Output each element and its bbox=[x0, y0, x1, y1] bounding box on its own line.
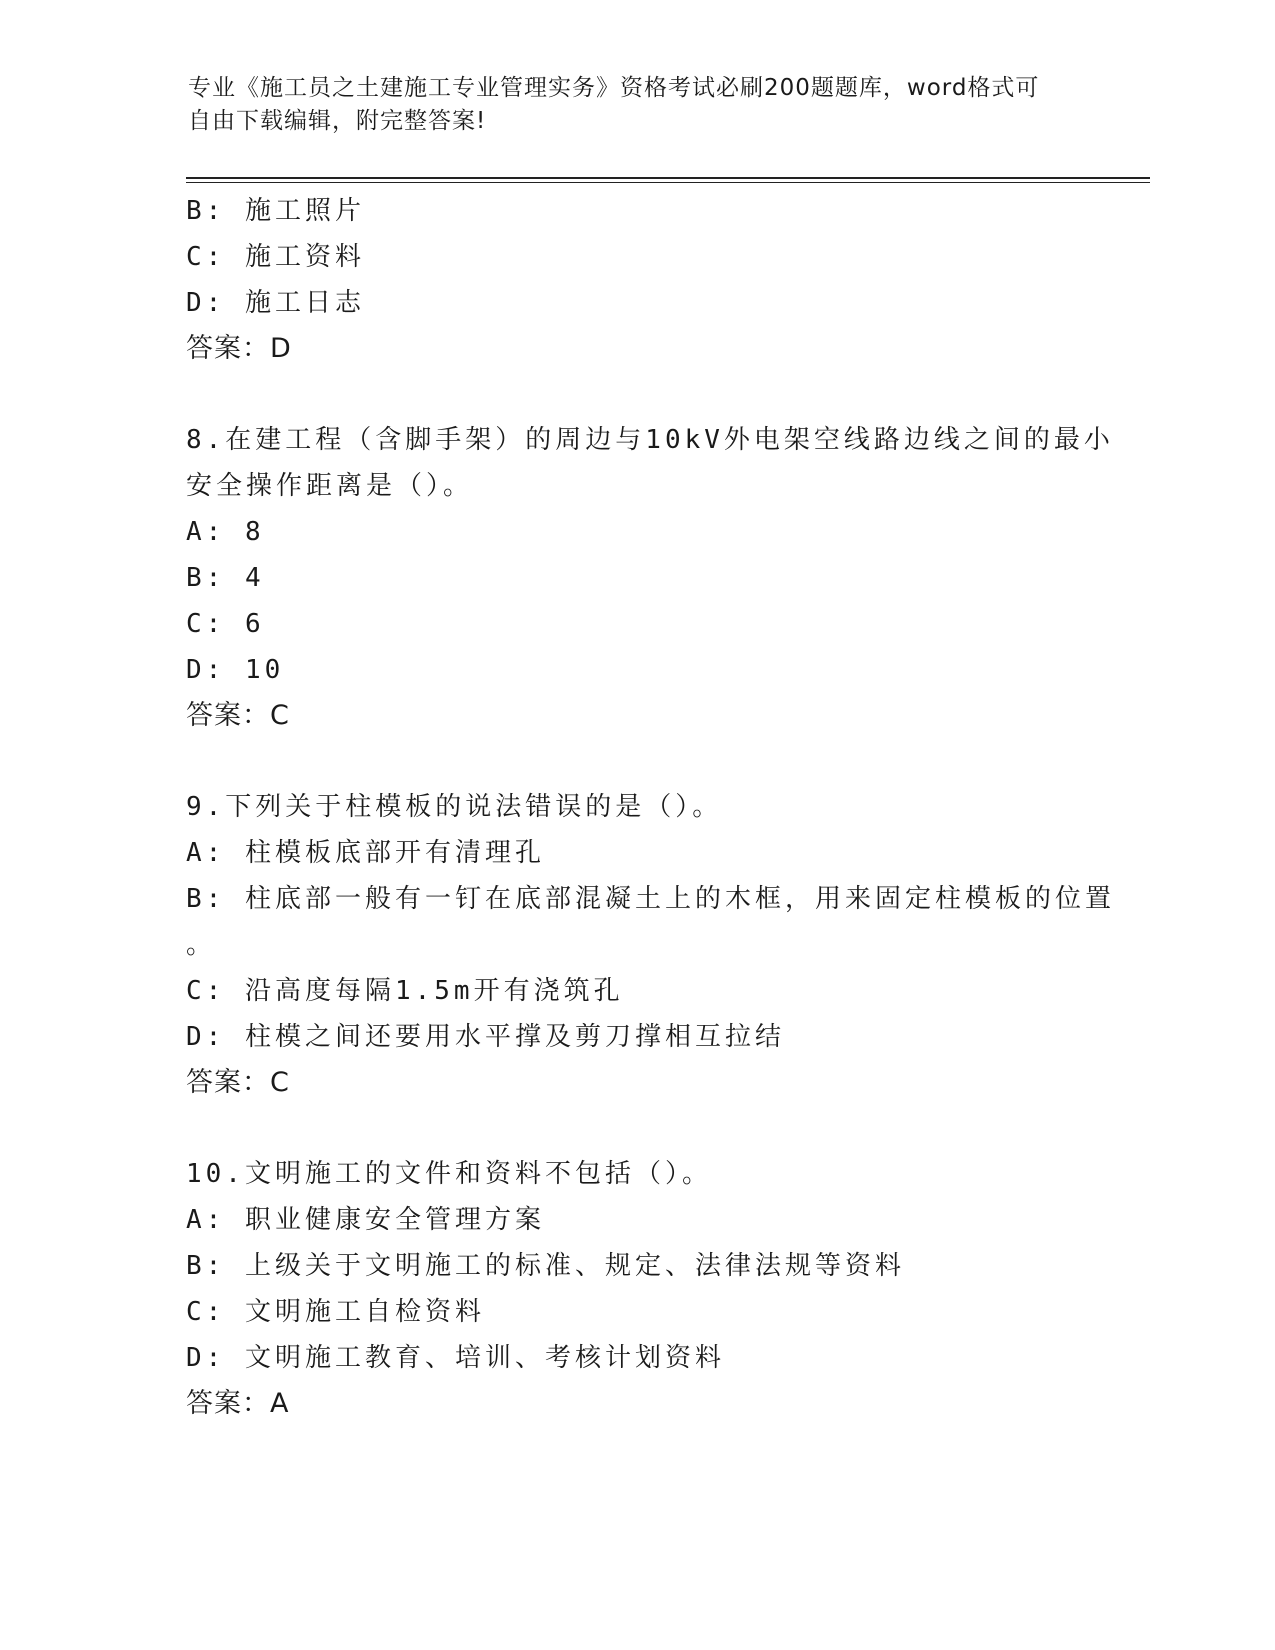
option-d: D: 文明施工教育、培训、考核计划资料 bbox=[186, 1343, 725, 1373]
option-b: B: 柱底部一般有一钉在底部混凝土上的木框，用来固定柱模板的位置 bbox=[186, 884, 1115, 914]
option-b-continued: 。 bbox=[186, 930, 217, 960]
option-a: A: 柱模板底部开有清理孔 bbox=[186, 838, 545, 868]
option-a: A: 职业健康安全管理方案 bbox=[186, 1205, 545, 1235]
question-stem-continued: 安全操作距离是（）。 bbox=[186, 471, 474, 501]
question-stem: 9.下列关于柱模板的说法错误的是（）。 bbox=[186, 792, 723, 822]
option-d: D: 10 bbox=[186, 655, 285, 685]
question-stem: 8.在建工程（含脚手架）的周边与10kV外电架空线路边线之间的最小 bbox=[186, 425, 1114, 455]
header-line-2: 自由下载编辑，附完整答案! bbox=[188, 108, 487, 134]
header-divider-thin bbox=[186, 182, 1150, 183]
question-content bbox=[186, 188, 1115, 1427]
question-stem: 10.文明施工的文件和资料不包括（）。 bbox=[186, 1159, 712, 1189]
question-10-block bbox=[186, 1151, 1086, 1427]
header-line-1: 专业《施工员之土建施工专业管理实务》资格考试必刷200题题库，word格式可 bbox=[188, 75, 1040, 101]
option-c: C: 施工资料 bbox=[186, 242, 365, 272]
previous-question-block bbox=[186, 188, 1086, 372]
option-b: B: 施工照片 bbox=[186, 196, 365, 226]
header-divider-thick bbox=[186, 177, 1150, 179]
option-c: C: 6 bbox=[186, 609, 265, 639]
option-d: D: 施工日志 bbox=[186, 288, 365, 318]
option-b: B: 上级关于文明施工的标准、规定、法律法规等资料 bbox=[186, 1251, 905, 1281]
answer: 答案：C bbox=[186, 700, 290, 731]
option-a: A: 8 bbox=[186, 517, 265, 547]
option-c: C: 沿高度每隔1.5m开有浇筑孔 bbox=[186, 976, 624, 1006]
answer: 答案：A bbox=[186, 1388, 290, 1419]
option-c: C: 文明施工自检资料 bbox=[186, 1297, 485, 1327]
option-d: D: 柱模之间还要用水平撑及剪刀撑相互拉结 bbox=[186, 1022, 785, 1052]
question-9-block bbox=[186, 784, 1115, 1106]
option-b: B: 4 bbox=[186, 563, 265, 593]
page-header bbox=[188, 72, 1088, 138]
answer: 答案：C bbox=[186, 1067, 290, 1098]
question-8-block bbox=[186, 417, 1114, 739]
answer: 答案：D bbox=[186, 333, 292, 364]
